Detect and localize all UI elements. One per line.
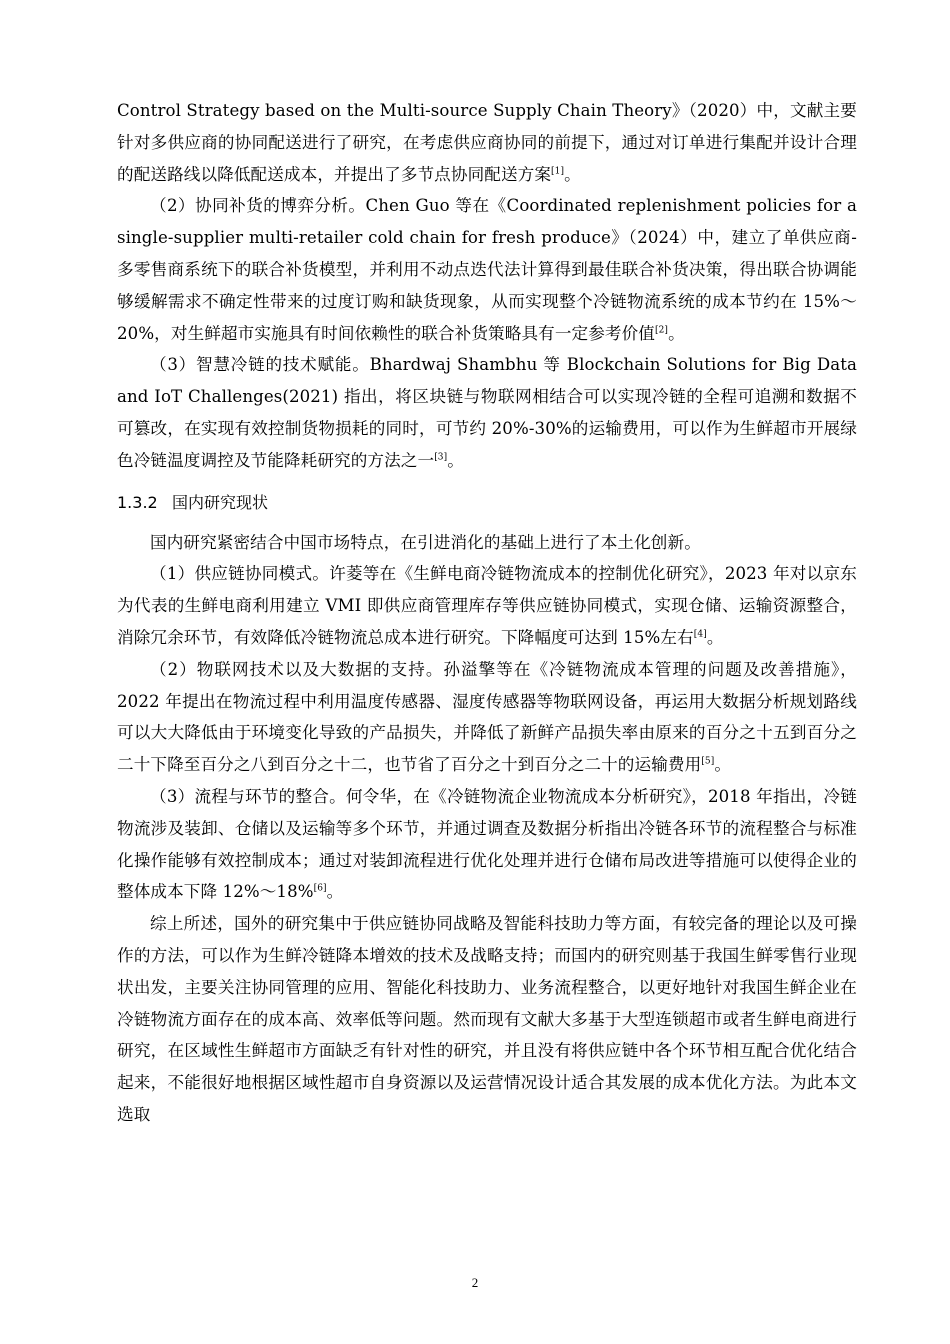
paragraph-intro-continued	[117, 95, 857, 190]
paragraph-summary	[117, 908, 857, 1131]
section-heading	[117, 487, 857, 519]
paragraph-foreign-3	[117, 349, 857, 476]
paragraph-domestic-3	[117, 781, 857, 908]
paragraph-domestic-intro	[117, 527, 857, 559]
citation-ref[interactable]: [6]	[313, 883, 327, 894]
citation-ref[interactable]: [1]	[551, 166, 565, 177]
paragraph-tail: 。	[706, 627, 724, 647]
paragraph-text: Control Strategy based on the Multi-source Supply Chain Theory》（2020）中，文献主要针对多供应商的协同配送进行了研究，在考虑供应商协同的前提下，通过对订单进行集配并设计合理的配送路线以降低配送成本，并提出了多节点协同配送方案	[117, 101, 857, 184]
citation-ref[interactable]: [5]	[701, 756, 715, 767]
paragraph-text: （3）流程与环节的整合。何令华，在《冷链物流企业物流成本分析研究》，2018 年指出，冷链物流涉及装卸、仓储以及运输等多个环节，并通过调查及数据分析指出冷链各环节的流程整合与标准化操作能够有效控制成本；通过对装卸流程进行优化处理并进行仓储布局改进等措施可以使得企业的整体成本下降 12%～18%	[117, 786, 857, 902]
section-number: 1.3.2	[117, 492, 158, 512]
paragraph-domestic-1	[117, 558, 857, 653]
citation-ref[interactable]: [3]	[434, 452, 448, 463]
paragraph-tail: 。	[714, 755, 732, 775]
citation-ref[interactable]: [2]	[655, 325, 669, 336]
paragraph-text: （1）供应链协同模式。许菱等在《生鲜电商冷链物流成本的控制优化研究》，2023 年对以京东为代表的生鲜电商利用建立 VMI 即供应商管理库存等供应链协同模式，实现仓储、运输资源整合，消除冗余环节，有效降低冷链物流总成本进行研究。下降幅度可达到 15%左右	[117, 564, 857, 647]
paragraph-text: 综上所述，国外的研究集中于供应链协同战略及智能科技助力等方面，有较完备的理论以及可操作的方法，可以作为生鲜冷链降本增效的技术及战略支持；而国内的研究则基于我国生鲜零售行业现状出发，主要关注协同管理的应用、智能化科技助力、业务流程整合，以更好地针对我国生鲜企业在冷链物流方面存在的成本高、效率低等问题。然而现有文献大多基于大型连锁超市或者生鲜电商进行研究，在区域性生鲜超市方面缺乏有针对性的研究，并且没有将供应链中各个环节相互配合优化结合起来，不能很好地根据区域性超市自身资源以及运营情况设计适合其发展的成本优化方法。为此本文选取	[117, 914, 857, 1124]
section-title: 国内研究现状	[172, 492, 269, 512]
paragraph-text: （2）物联网技术以及大数据的支持。孙溢擎等在《冷链物流成本管理的问题及改善措施》，2022 年提出在物流过程中利用温度传感器、湿度传感器等物联网设备，再运用大数据分析规划路线可以大大降低由于环境变化导致的产品损失，并降低了新鲜产品损失率由原来的百分之十五到百分之二十下降至百分之八到百分之十二，也节省了百分之十到百分之二十的运输费用	[117, 659, 857, 775]
paragraph-tail: 。	[326, 882, 344, 902]
paragraph-text: （3）智慧冷链的技术赋能。Bhardwaj Shambhu 等 Blockchain Solutions for Big Data and IoT Challenges(2021) 指出，将区块链与物联网相结合可以实现冷链的全程可追溯和数据不可篡改，在实现有效控制货物损耗的同时，可节约 20%-30%的运输费用，可以作为生鲜超市开展绿色冷链温度调控及节能降耗研究的方法之一	[117, 355, 857, 470]
paragraph-tail: 。	[668, 323, 685, 343]
paragraph-text: （2）协同补货的博弈分析。Chen Guo 等在《Coordinated replenishment policies for a single-supplier multi-retailer cold chain for fresh produce》（2024）中，建立了单供应商-多零售商系统下的联合补货模型，并利用不动点迭代法计算得到最佳联合补货决策，得出联合协调能够缓解需求不确定性带来的过度订购和缺货现象，从而实现整个冷链物流系统的成本节约在 15%～20%，对生鲜超市实施具有时间依赖性的联合补货策略具有一定参考价值	[117, 196, 857, 343]
page-body	[117, 95, 857, 1131]
paragraph-tail: 。	[447, 450, 464, 470]
paragraph-tail: 。	[564, 164, 581, 184]
paragraph-text: 国内研究紧密结合中国市场特点，在引进消化的基础上进行了本土化创新。	[150, 532, 701, 552]
paragraph-domestic-2	[117, 654, 857, 781]
citation-ref[interactable]: [4]	[693, 629, 707, 640]
paragraph-foreign-2	[117, 190, 857, 349]
page-number: 2	[471, 1275, 479, 1290]
